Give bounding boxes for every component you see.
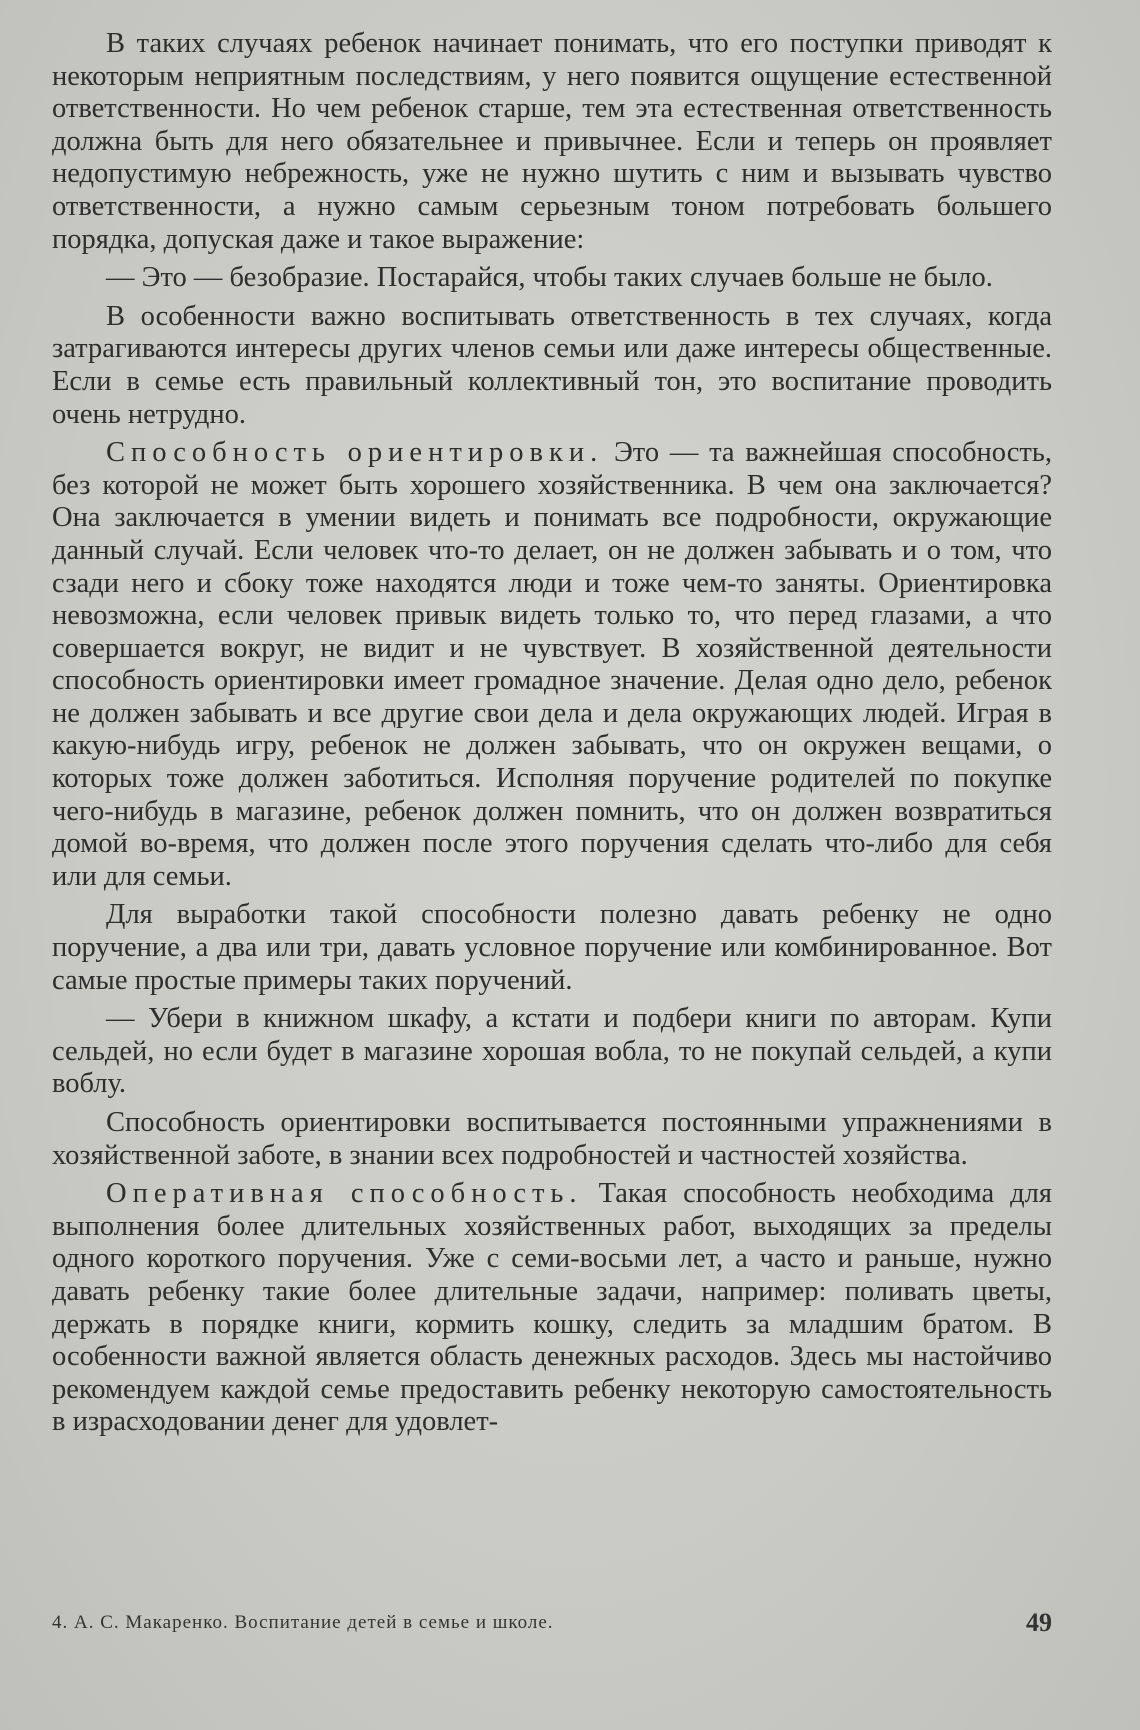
paragraph-special-responsibility: В особенности важно воспитывать ответственность в тех случаях, когда затрагиваются интересы других членов семьи или даже интересы общественные. Если в семье есть правильный коллективный тон, это воспитание проводить очень нетрудно.: [52, 300, 1052, 430]
section-text-operative: Такая способность необходима для выполнения более длительных хозяйственных работ, выходящих за пределы одного короткого поручения. Уже с семи-восьми лет, а часто и раньше, нужно давать ребенку такие более длительные задачи, например: поливать цветы, держать в порядке книги, кормить кошку, следить за младшим братом. В особенности важной является область денежных расходов. Здесь мы настойчиво рекомендуем каждой семье предоставить ребенку некоторую самостоятельность в израсходовании денег для удовлет-: [52, 1178, 1052, 1438]
section-heading-operative: Оперативная способность.: [106, 1178, 583, 1210]
section-heading-orientation: Способность ориентировки.: [106, 437, 604, 469]
paragraph-training: Для выработки такой способности полезно давать ребенку не одно поручение, а два или три, давать условное поручение или комбинированное. Вот самые простые примеры таких поручений.: [52, 899, 1052, 996]
footer-signature: 4. А. С. Макаренко. Воспитание детей в семье и школе.: [52, 1612, 554, 1633]
paragraph-quote: — Это — безобразие. Постарайся, чтобы таких случаев больше не было.: [106, 262, 993, 294]
paragraph-responsibility: В таких случаях ребенок начинает понимать, что его поступки приводят к некоторым неприятным последствиям, у него появится ощущение естественной ответственности. Но чем ребенок старше, тем эта естественная ответственность должна быть для него обязательнее и привычнее. Если и теперь он проявляет недопустимую небрежность, уже не нужно шутить с ним и вызывать чувство ответственности, а нужно самым серьезным тоном потребовать большего порядка, допуская даже и такое выражение:: [52, 28, 1052, 255]
page-footer: [52, 1608, 1052, 1637]
page-number: 49: [1026, 1608, 1052, 1637]
paragraph-example: — Убери в книжном шкафу, а кстати и подбери книги по авторам. Купи сельдей, но если будет в магазине хорошая вобла, то не покупай сельдей, а купи воблу.: [52, 1003, 1052, 1100]
body-text: [52, 28, 1052, 1439]
section-text-orientation: Это — та важнейшая способность, без которой не может быть хорошего хозяйственника. В чем она заключается? Она заключается в умении видеть и понимать все подробности, окружающие данный случай. Если человек что-то делает, он не должен забывать и о том, что сзади него и сбоку тоже находятся люди и тоже чем-то заняты. Ориентировка невозможна, если человек привык видеть только то, что перед глазами, а что совершается вокруг, не видит и не чувствует. В хозяйственной деятельности способность ориентировки имеет громадное значение. Делая одно дело, ребенок не должен забывать и все другие свои дела и дела окружающих людей. Играя в какую-нибудь игру, ребенок не должен забывать, что он окружен вещами, о которых тоже должен заботиться. Исполняя поручение родителей по покупке чего-нибудь в магазине, ребенок должен помнить, что он должен возвратиться домой во-время, что должен после этого поручения сделать что-либо для себя или для семьи.: [52, 437, 1052, 892]
paragraph-exercises: Способность ориентировки воспитывается постоянными упражнениями в хозяйственной заботе, в знании всех подробностей и частностей хозяйства.: [52, 1107, 1052, 1171]
section-operative: [52, 1178, 1052, 1439]
section-orientation: [52, 437, 1052, 893]
